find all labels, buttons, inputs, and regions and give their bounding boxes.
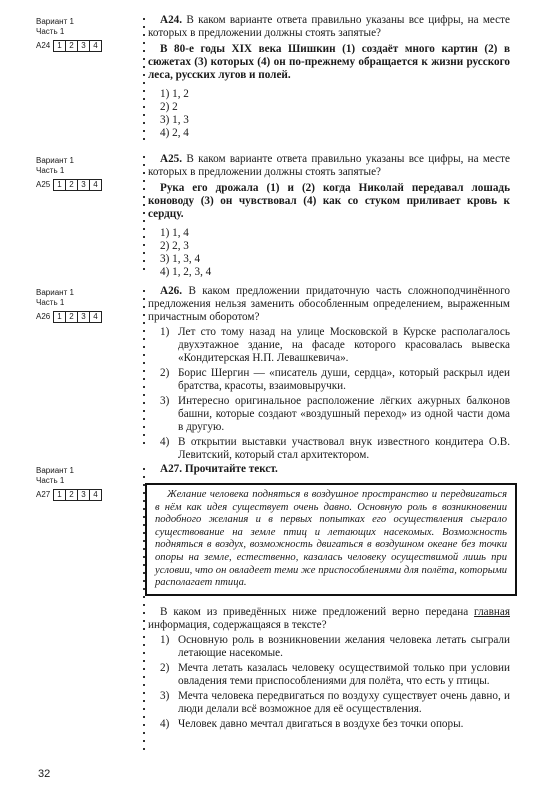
option-number: 1) [160,326,170,338]
answer-box-2[interactable]: 2 [65,489,78,501]
answer-options [160,326,510,462]
answer-box-2[interactable]: 2 [65,40,78,52]
question-text [148,153,510,179]
option-text: Лет сто тому назад на улице Московской в Курске располагалось двухэтажное здание, на фасаде которого красовалась вывеска «Кондитерская Н.П. Левашкевича». [178,326,510,364]
question-instruction: Прочитайте текст. [184,463,278,475]
question-number: А25. [160,153,183,165]
answer-option[interactable] [160,436,510,462]
question-a25 [148,153,510,279]
answer-box-4[interactable]: 4 [89,489,102,501]
answer-box-1[interactable]: 1 [53,40,66,52]
answer-option[interactable]: 1) 1, 4 [160,227,189,239]
answer-box-3[interactable]: 3 [77,179,90,191]
answer-box-3[interactable]: 3 [77,40,90,52]
question-prompt: В каком варианте ответа правильно указаны все цифры, на месте которых в предложении должны стоять запятые? [148,153,511,178]
part-label: Часть 1 [36,166,65,175]
part-label: Часть 1 [36,476,65,485]
answer-option[interactable]: 3) 1, 3 [160,114,189,126]
question-id: А27 [36,490,51,499]
answer-option[interactable]: 2) 2 [160,101,178,113]
question-number: А26. [160,285,183,297]
option-text: Интересно оригинальное расположение лёгких ажурных балконов башни, которые создают «воздушный переход» из одной части дома в другую. [178,395,510,433]
option-text: Борис Шергин — «писатель души, сердца», который раскрыл идеи братства, красоты, взаимовыручки. [178,367,510,392]
answer-box-3[interactable]: 3 [77,311,90,323]
answer-option[interactable]: 3) 1, 3, 4 [160,253,201,265]
answer-box-4[interactable]: 4 [89,311,102,323]
option-number: 4) [160,717,170,730]
answer-option[interactable] [160,718,510,731]
option-number: 4) [160,436,170,448]
question-a24 [148,14,510,140]
dotted-separator [143,284,146,454]
variant-label: Вариант 1 [36,156,74,165]
answer-options [160,88,510,140]
option-number: 2) [160,367,170,379]
question-text [148,14,510,40]
variant-label: Вариант 1 [36,288,74,297]
answer-box-2[interactable]: 2 [65,179,78,191]
option-number: 1) [160,633,170,646]
answer-options [160,634,510,731]
answer-box-1[interactable]: 1 [53,489,66,501]
option-text: Человек давно мечтал двигаться в воздухе без точки опоры. [178,717,464,730]
question-id: А24 [36,41,51,50]
dotted-separator [143,150,146,275]
option-text: В открытии выставки участвовал внук известного кондитера О.В. Левитский, который стал архитектором. [178,436,510,461]
answer-option[interactable] [160,662,510,688]
answer-option[interactable] [160,367,510,393]
answer-box-3[interactable]: 3 [77,489,90,501]
answer-box-1[interactable]: 1 [53,179,66,191]
task-sentence: В 80-е годы XIX века Шишкин (1) создаёт много картин (2) в сюжетах (3) которых (4) он по-прежнему обращается к жизни русского леса, русских лугов и полей. [148,43,510,81]
answer-option[interactable]: 4) 1, 2, 3, 4 [160,266,212,278]
question-text [148,463,510,476]
answer-box-2[interactable]: 2 [65,311,78,323]
answer-box-1[interactable]: 1 [53,311,66,323]
answer-options [160,227,510,279]
option-number: 2) [160,661,170,674]
answer-sidebar-a25 [36,156,102,191]
option-text: Мечта человека передвигаться по воздуху существует очень давно, и люди делали всё возможное для её осуществления. [178,689,510,715]
answer-option[interactable]: 4) 2, 4 [160,127,189,139]
answer-sidebar-a24 [36,17,102,52]
task-sentence: Рука его дрожала (1) и (2) когда Николай передавал лошадь коноводу (3) он чувствовал (4) как со стуком приливает кровь к сердцу. [148,182,510,220]
prompt-part: информация, содержащаяся в тексте? [148,618,327,631]
answer-sidebar-a26 [36,288,102,323]
reading-text-box: Желание человека подняться в воздушное пространство и передвигаться в нём как идея существует очень давно. Основную роль в возникновении подобного желания и в первых попытках его осуществления сыграло существование на земле птиц и летающих насекомых. Возможность подняться в воздух, возможность двигаться в воздушном океане без точки опоры на земле, естественно, казалась человеку осуществимой лишь при условии, что он овладеет теми же приспособлениями для полёта, которыми располагает птица. [145,483,517,596]
option-number: 3) [160,689,170,702]
question-text [148,285,510,324]
question-prompt: В каком варианте ответа правильно указаны все цифры, на месте которых в предложении должны стоять запятые? [148,14,511,39]
question-prompt: В каком предложении придаточную часть сложноподчинённого предложения нельзя заменить обособленным определением, выраженным причастным оборотом? [148,285,510,323]
answer-sidebar-a27 [36,466,102,501]
variant-label: Вариант 1 [36,17,74,26]
question-number: А24. [160,14,183,26]
prompt-underlined: главная [474,605,510,618]
answer-box-4[interactable]: 4 [89,40,102,52]
dotted-separator [143,12,146,142]
answer-option[interactable]: 1) 1, 2 [160,88,189,100]
option-number: 3) [160,395,170,407]
answer-option[interactable] [160,395,510,434]
part-label: Часть 1 [36,27,65,36]
question-a27 [148,463,510,731]
prompt-part: В каком из приведённых ниже предложений верно передана [160,605,475,618]
answer-box-4[interactable]: 4 [89,179,102,191]
variant-label: Вариант 1 [36,466,74,475]
answer-option[interactable] [160,634,510,660]
option-text: Основную роль в возникновении желания человека летать сыграли летающие насекомые. [178,633,510,659]
question-number: А27. [160,463,183,475]
question-id: А25 [36,180,51,189]
question-a26 [148,285,510,462]
answer-option[interactable] [160,326,510,365]
option-text: Мечта летать казалась человеку осуществимой только при условии овладения теми приспособлениями для полёта, что есть у птицы. [178,661,510,687]
part-label: Часть 1 [36,298,65,307]
question-id: А26 [36,312,51,321]
answer-option[interactable]: 2) 2, 3 [160,240,189,252]
page-number: 32 [38,768,51,780]
question-prompt [148,606,510,632]
answer-option[interactable] [160,690,510,716]
